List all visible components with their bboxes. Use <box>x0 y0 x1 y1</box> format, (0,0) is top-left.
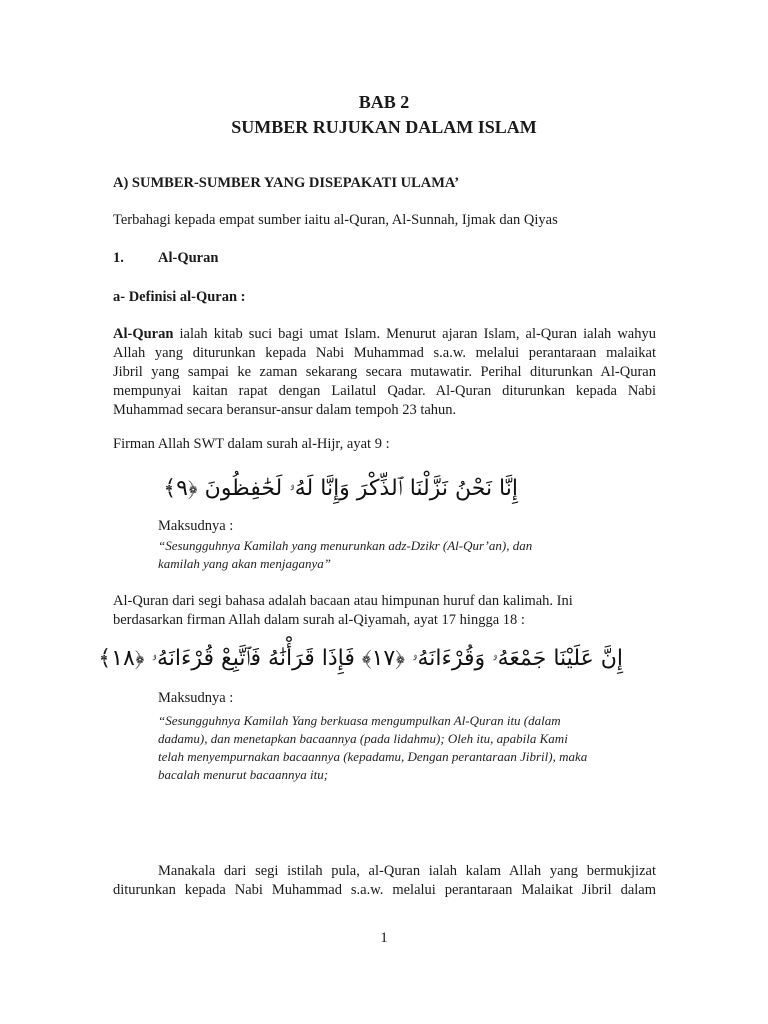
paragraph-line: Jibril yang sampai ke zaman sekarang secara mutawatir. Perihal diturunkan Al-Quran <box>113 364 656 380</box>
chapter-number: BAB 2 <box>358 92 410 112</box>
translation-label: Maksudnya : <box>158 690 234 706</box>
paragraph-text: ialah kitab suci bagi umat Islam. Menurut ajaran Islam, al-Quran ialah wahyu <box>173 326 656 342</box>
item-label: Al-Quran <box>158 250 219 266</box>
paragraph-line: Manakala dari segi istilah pula, al-Quran ialah kalam Allah yang bermukjizat <box>158 863 656 879</box>
definition-heading: a- Definisi al-Quran : <box>113 289 246 305</box>
translation-line: “Sesungguhnya Kamilah Yang berkuasa mengumpulkan Al-Quran itu (dalam <box>158 713 561 728</box>
translation-label: Maksudnya : <box>158 518 234 534</box>
item-number: 1. <box>113 250 124 266</box>
term-bold: Al-Quran <box>113 326 174 342</box>
page-number: 1 <box>380 930 388 946</box>
paragraph-line: mempunyai kaitan rapat dengan Lailatul Qadar. Al-Quran diturunkan kepada Nabi <box>113 383 656 399</box>
translation-line: telah menyempurnakan bacaannya (kepadamu, Dengan perantaraan Jibril), maka <box>158 749 588 764</box>
translation-line: kamilah yang akan menjaganya” <box>158 556 331 571</box>
verse-intro: Firman Allah SWT dalam surah al-Hijr, ayat 9 : <box>113 436 390 452</box>
paragraph-line: Muhammad secara beransur-ansur dalam tempoh 23 tahun. <box>113 402 457 418</box>
arabic-verse: إِنَّا نَحْنُ نَزَّلْنَا ٱلذِّكْرَ وَإِنَّا لَهُۥ لَحَٰفِظُونَ ﴿٩﴾ <box>163 476 518 501</box>
paragraph-line: berdasarkan firman Allah dalam surah al-Qiyamah, ayat 17 hingga 18 : <box>113 612 525 628</box>
section-intro: Terbahagi kepada empat sumber iaitu al-Quran, Al-Sunnah, Ijmak dan Qiyas <box>113 212 558 228</box>
translation-text <box>158 537 613 573</box>
translation-text <box>158 712 613 784</box>
translation-line: dadamu), dan menetapkan bacaannya (pada lidahmu); Oleh itu, apabila Kami <box>158 731 568 746</box>
translation-line: “Sesungguhnya Kamilah yang menurunkan adz-Dzikr (Al-Qur’an), dan <box>158 538 533 553</box>
paragraph-definition <box>113 325 656 420</box>
chapter-title: SUMBER RUJUKAN DALAM ISLAM <box>231 117 537 137</box>
section-heading: A) SUMBER-SUMBER YANG DISEPAKATI ULAMA’ <box>113 175 460 191</box>
paragraph-line: Al-Quran dari segi bahasa adalah bacaan atau himpunan huruf dan kalimah. Ini <box>113 593 573 609</box>
paragraph-line: Allah yang diturunkan kepada Nabi Muhammad s.a.w. melalui perantaraan malaikat <box>113 345 656 361</box>
paragraph-line: diturunkan kepada Nabi Muhammad s.a.w. melalui perantaraan Malaikat Jibril dalam <box>113 882 656 898</box>
arabic-verse: إِنَّ عَلَيْنَا جَمْعَهُۥ وَقُرْءَانَهُۥ ﴿١٧﴾ فَإِذَا قَرَأْنَٰهُ فَٱتَّبِعْ قُرْءَانَهُۥ ﴿١٨﴾ <box>98 646 623 671</box>
paragraph-terminology <box>113 862 656 900</box>
translation-line: bacalah menurut bacaannya itu; <box>158 767 329 782</box>
paragraph-line <box>113 325 656 344</box>
paragraph-language <box>113 592 656 630</box>
